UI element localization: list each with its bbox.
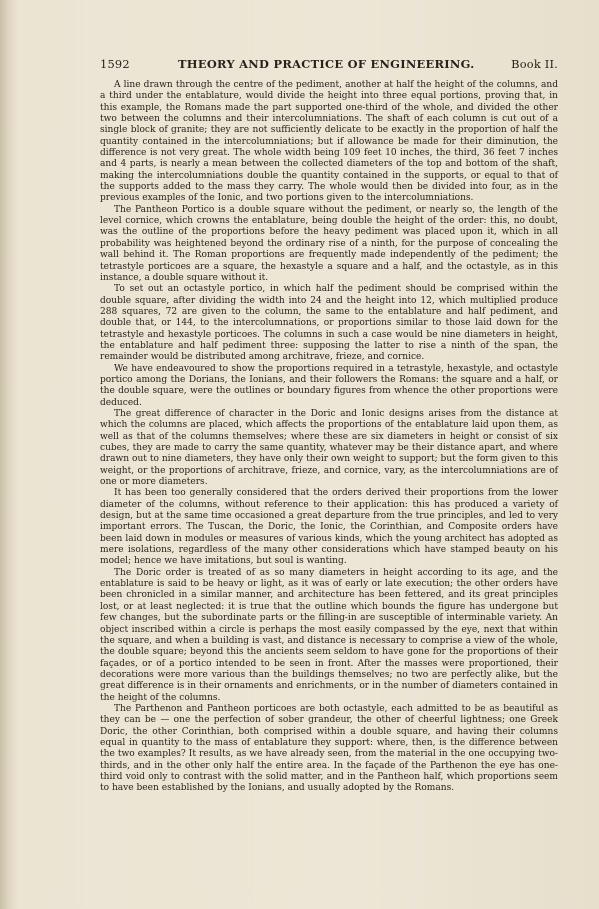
paragraph: The Pantheon Portico is a double square without the pediment, or nearly so, the length of the level cornice, which crowns the entablature, being double the height of the order: this, no doubt, was the outline of the proportions before the heavy pediment was placed upon it, which in all probability was heightened beyond the ordinary rise of a ninth, for the purpose of concealing the wall behind it. The Roman proportions are frequently made independently of the pediment; the tetrastyle porticoes are a square, the hexastyle a square and a half, and the octastyle, as in this instance, a double square without it. — [100, 204, 558, 283]
paragraph: The great difference of character in the Doric and Ionic designs arises from the distance at which the columns are placed, which affects the proportions of the entablature laid upon them, as well as that of the columns themselves; where these are six diameters in height or consist of six cubes, they are made to carry the same quantity, whatever may be their distance apart, and where drawn out to nine diameters, they have only their own weight to support; but the form given to this weight, or the proportions of architrave, frieze, and cornice, vary, as the intercolumniations are of one or more diameters. — [100, 408, 558, 488]
page-number: 1592 — [100, 57, 130, 71]
paragraph: We have endeavoured to show the proportions required in a tetrastyle, hexastyle, and octastyle portico among the Dorians, the Ionians, and their followers the Romans: the square and a half, or the double square, were the outlines or boundary figures from whence the other proportions were deduced. — [100, 363, 558, 408]
paragraph: The Doric order is treated of as so many diameters in height according to its age, and the entablature is said to be heavy or light, as it was of early or late execution; the other orders have been chronicled in a similar manner, and architecture has been fettered, and its great principles lost, or at least neglected: it is true that the outline which bounds the figure has undergone but few changes, but the subordinate parts or the filling-in are susceptible of interminable variety. An object inscribed within a circle is perhaps the most easily compassed by the eye, next that within the square, and when a building is vast, and distance is necessary to comprise a view of the whole, the double square; beyond this the ancients seem seldom to have gone for the proportions of their façades, or of a portico intended to be seen in front. After the masses were proportioned, their decorations were more various than the buildings themselves; no two are perfectly alike, but the great difference is in their ornaments and enrichments, or in the number of diameters contained in the height of the columns. — [100, 567, 558, 703]
paragraph: To set out an octastyle portico, in which half the pediment should be comprised within the double square, after dividing the width into 24 and the height into 12, which multiplied produce 288 squares, 72 are given to the column, the same to the entablature and half pediment, and double that, or 144, to the intercolumnations, or proportions similar to those laid down for the tetrastyle and hexastyle porticoes. The columns in such a case would be nine diameters in height, the entablature and half pediment three: supposing the latter to rise a ninth of the span, the remainder would be distributed among architrave, frieze, and cornice. — [100, 284, 558, 363]
paragraph: The Parthenon and Pantheon porticoes are both octastyle, each admitted to be as beautiful as they can be — one the perfection of sober grandeur, the other of cheerful lightness; one Greek Doric, the other Corinthian, both comprised within a double square, and having their columns equal in quantity to the mass of entablature they support: where, then, is the difference between the two examples? It results, as we have already seen, from the material in the one occupying two-thirds, and in the other only half the entire area. In the façade of the Parthenon the eye has one-third void only to contrast with the solid matter, and in the Pantheon half, which proportions seem to have been established by the Ionians, and usually adopted by the Romans. — [100, 703, 558, 794]
book-label: Book II. — [511, 57, 558, 71]
paragraph: A line drawn through the centre of the pediment, another at half the height of the columns, and a third under the entablature, would divide the height into three equal portions, proving that, in this example, the Romans made the part supported one-third of the whole, and divided the other two between the columns and their intercolumniations. The shaft of each column is cut out of a single block of granite; they are not sufficiently delicate to be exactly in the proportion of half the quantity contained in the intercolumniations; but if allowance be made for their diminution, the difference is not very great. The whole width being 109 feet 10 inches, the third, 36 feet 7 inches and 4 parts, is nearly a mean between the collected diameters of the top and bottom of the shaft, making the intercolumniations double the quantity contained in the supports, or equal to that of the supports added to the mass they carry. The whole would then be divided into four, as in the previous examples of the Ionic, and two portions given to the intercolumniations. — [100, 80, 558, 204]
paragraph: It has been too generally considered that the orders derived their proportions from the lower diameter of the columns, without reference to their application: this has produced a variety of design, but at the same time occasioned a great departure from the true principles, and led to very important errors. The Tuscan, the Doric, the Ionic, the Corinthian, and Composite orders have been laid down in modules or measures of various kinds, which the young architect has adopted as mere isolations, regardless of the many other considerations which have stamped beauty on his model; hence we have imitations, but soul is wanting. — [100, 488, 558, 567]
body-text — [100, 80, 558, 795]
running-title: THEORY AND PRACTICE OF ENGINEERING. — [178, 57, 475, 71]
running-header — [100, 55, 558, 77]
